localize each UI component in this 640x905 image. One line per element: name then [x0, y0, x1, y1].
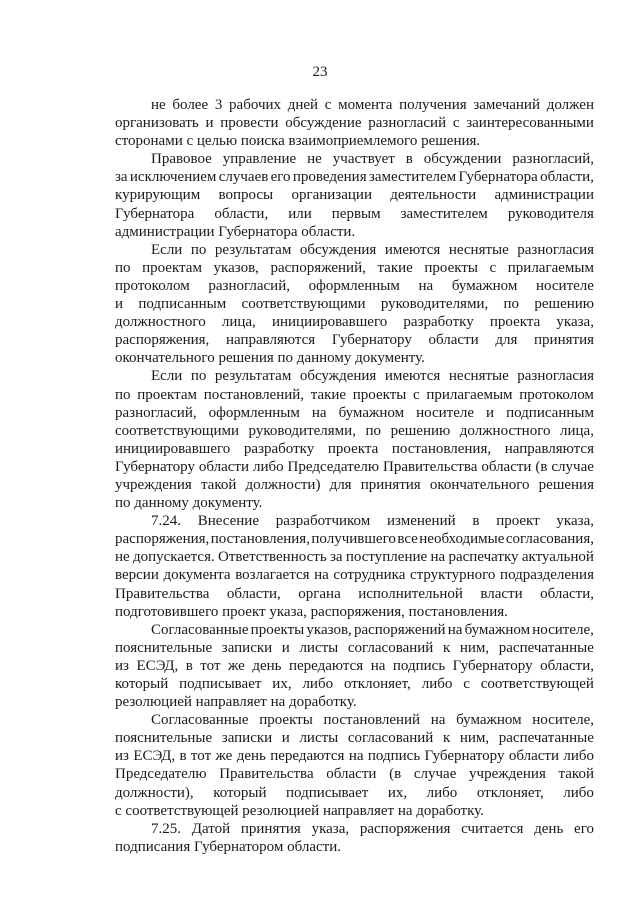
text-line: Если по результатам обсуждения имеются неснятые разногласия: [151, 368, 594, 385]
paragraph: [115, 820, 594, 856]
text-line: по проектам постановлений, такие проекты с прилагаемым протоколом: [115, 386, 594, 403]
text-line: пояснительные записки и листы согласований к ним, распечатанные: [115, 730, 594, 747]
page-number: 23: [312, 64, 328, 80]
text-line: который подписывает их, либо отклоняет, либо с соответствующей: [115, 676, 594, 692]
text-line: Согласованные проекты указов, распоряжений на бумажном носителе,: [151, 621, 594, 638]
text-line: должностного лица, инициировавшего разработку проекта указа,: [115, 314, 594, 331]
text-line: по проектам указов, распоряжений, такие проекты с прилагаемым: [115, 259, 594, 276]
text-line: распоряжения, постановления, получившего все необходимые согласования,: [115, 531, 594, 548]
text-line: за исключением случаев его проведения заместителем Губернатора области,: [115, 169, 594, 186]
paragraph: [115, 621, 594, 711]
paragraph: [115, 367, 594, 512]
text-line: распоряжения, направляются Губернатору области для принятия: [115, 332, 594, 349]
text-line: из ЕСЭД, в тот же день передаются на подпись Губернатору области либо: [115, 748, 594, 765]
text-line: Если по результатам обсуждения имеются неснятые разногласия: [151, 241, 594, 258]
text-line: по данному документу.: [115, 495, 263, 512]
paragraph: [115, 150, 594, 240]
text-line: Губернатору области либо Председателю Правительства области (в случае: [115, 458, 594, 475]
text-line: сторонами с целью поиска взаимоприемлемого решения.: [115, 133, 481, 150]
text-line: 7.25. Датой принятия указа, распоряжения считается день его: [151, 820, 594, 837]
text-line: Правовое управление не участвует в обсуждении разногласий,: [151, 151, 594, 168]
text-line: Председателю Правительства области (в случае учреждения такой: [115, 766, 594, 783]
text-line: Правительства области, органа исполнительной власти области,: [115, 585, 594, 602]
text-line: резолюцией направляет на доработку.: [115, 694, 357, 711]
text-line: Губернатора области, или первым заместителем руководителя: [115, 205, 594, 222]
text-line: протоколом разногласий, оформленным на бумажном носителе: [115, 277, 594, 294]
text-line: 7.24. Внесение разработчиком изменений в проект указа,: [151, 513, 594, 530]
text-line: из ЕСЭД, в тот же день передаются на подпись Губернатору области,: [115, 657, 594, 674]
text-line: Согласованные проекты постановлений на бумажном носителе,: [151, 712, 594, 729]
text-line: курирующим вопросы организации деятельности администрации: [115, 187, 594, 204]
text-line: учреждения такой должности) для принятия окончательного решения: [115, 476, 594, 493]
text-line: разногласий, оформленным на бумажном носителе и подписанным: [115, 404, 594, 421]
text-line: с соответствующей резолюцией направляет на доработку.: [115, 802, 484, 819]
text-line: инициировавшего разработку проекта постановления, направляются: [115, 440, 594, 457]
text-line: организовать и провести обсуждение разногласий с заинтересованными: [115, 115, 594, 132]
text-line: и подписанным соответствующими руководителями, по решению: [115, 296, 594, 313]
text-line: должности), который подписывает их, либо отклоняет, либо: [115, 784, 594, 801]
text-line: не допускается. Ответственность за поступление на распечатку актуальной: [115, 549, 594, 566]
document-body: [115, 96, 594, 856]
text-line: соответствующими руководителями, по решению должностного лица,: [115, 422, 594, 439]
paragraph: [115, 96, 594, 150]
text-line: версии документа возлагается на сотрудника структурного подразделения: [115, 567, 594, 584]
text-line: не более 3 рабочих дней с момента получения замечаний должен: [151, 97, 594, 113]
text-line: администрации Губернатора области.: [115, 223, 356, 240]
text-line: окончательного решения по данному документу.: [115, 350, 425, 367]
paragraph: [115, 512, 594, 621]
paragraph: [115, 241, 594, 368]
text-line: подписания Губернатором области.: [115, 838, 341, 855]
paragraph: [115, 711, 594, 820]
text-line: подготовившего проект указа, распоряжения, постановления.: [115, 603, 508, 620]
text-line: пояснительные записки и листы согласований к ним, распечатанные: [115, 639, 594, 656]
